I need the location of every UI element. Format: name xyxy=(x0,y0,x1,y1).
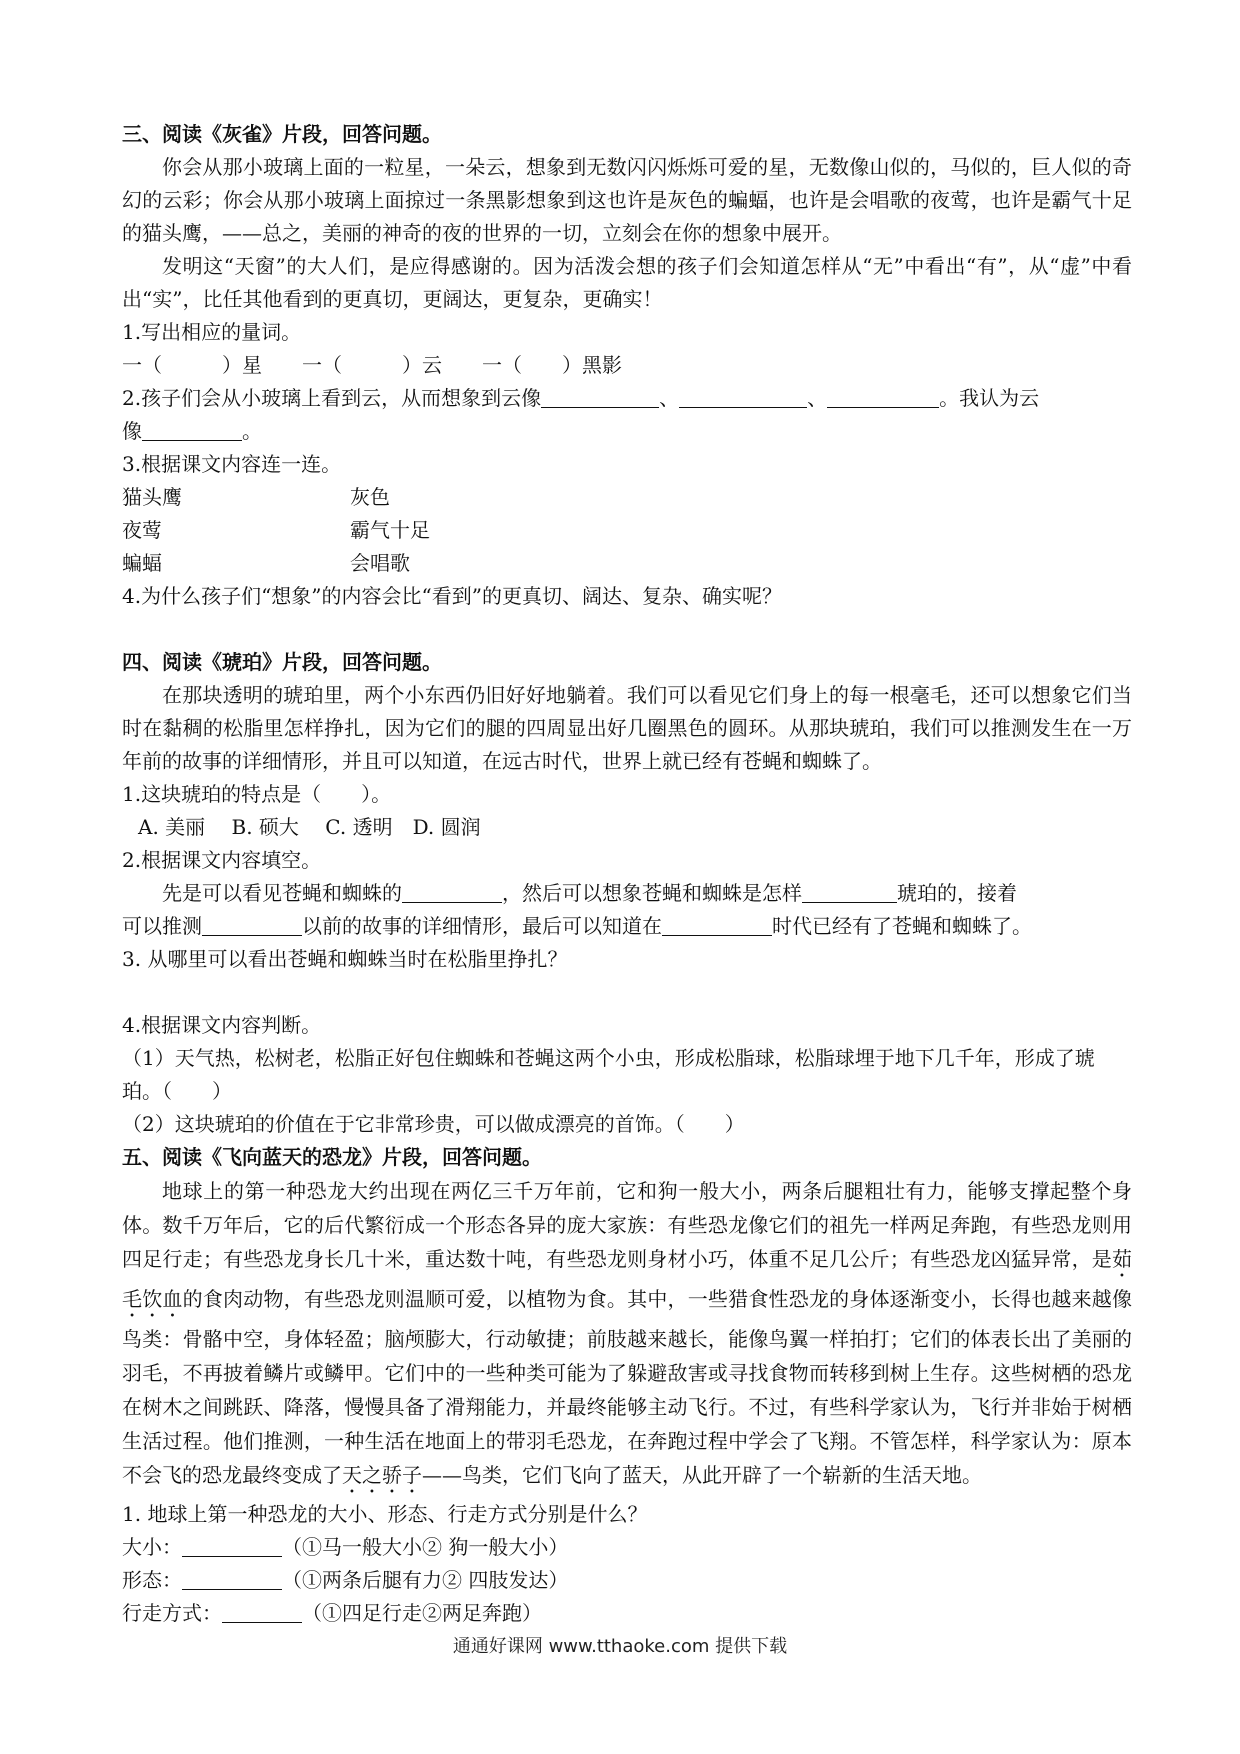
walk-label: 行走方式： xyxy=(122,1601,222,1625)
q2-text-d: 。 xyxy=(242,419,262,443)
q2-text-c: 像 xyxy=(122,419,142,443)
answer-blank[interactable] xyxy=(182,1533,282,1557)
section-3-paragraph-2: 发明这“天窗”的大人们，是应得感谢的。因为活泼会想的孩子们会知道怎样从“无”中看出“有”，从“虚”中看出“实”，比任其他看到的更真切，更阔达，更复杂，更确实！ xyxy=(122,254,1132,311)
match-left-item[interactable]: 蝙蝠 xyxy=(122,551,162,575)
emphasized-word: 天之骄子 xyxy=(342,1463,422,1487)
fill-text: 先是可以看见苍蝇和蜘蛛的 xyxy=(162,881,402,905)
section-4-heading: 四、阅读《琥珀》片段，回答问题。 xyxy=(122,650,442,674)
section-4-paragraph: 在那块透明的琥珀里，两个小东西仍旧好好地躺着。我们可以看见它们身上的每一根毫毛，还可以想象它们当时在黏稠的松脂里怎样挣扎，因为它们的腿的四周显出好几圈黑色的圆环。从那块琥珀，我们可以推测发生在一万年前的故事的详细情形，并且可以知道，在远古时代，世界上就已经有苍蝇和蜘蛛了。 xyxy=(122,683,1132,773)
form-label: 形态： xyxy=(122,1568,182,1592)
separator: 、 xyxy=(807,386,828,410)
size-label: 大小： xyxy=(122,1535,182,1559)
fill-text: 琥珀的，接着 xyxy=(897,881,1017,905)
section-4-fill-line-1 xyxy=(122,877,1132,910)
answer-blank[interactable] xyxy=(202,912,302,936)
match-row xyxy=(122,481,1132,514)
section-4-question-2: 2.根据课文内容填空。 xyxy=(122,848,322,872)
section-4-question-1: 1.这块琥珀的特点是（ ）。 xyxy=(122,782,392,806)
form-row xyxy=(122,1564,1132,1597)
section-5-paragraph xyxy=(122,1174,1132,1498)
match-right-item[interactable]: 会唱歌 xyxy=(350,551,410,575)
walk-row xyxy=(122,1597,1132,1630)
answer-blank[interactable] xyxy=(802,879,897,903)
section-4-question-3: 3. 从哪里可以看出苍蝇和蜘蛛当时在松脂里挣扎？ xyxy=(122,947,568,971)
section-3-question-2-cont xyxy=(122,415,1132,448)
match-right-item[interactable]: 霸气十足 xyxy=(350,518,430,542)
section-3-heading: 三、阅读《灰雀》片段，回答问题。 xyxy=(122,122,442,146)
section-5-question-1: 1. 地球上第一种恐龙的大小、形态、行走方式分别是什么？ xyxy=(122,1502,648,1526)
q2-text-b: 。我认为云 xyxy=(939,386,1040,410)
walk-options: （①四足行走②两足奔跑） xyxy=(302,1601,542,1625)
judge-item-1: （1）天气热，松树老，松脂正好包住蜘蛛和苍蝇这两个小虫，形成松脂球，松脂球埋于地下几千年，形成了琥珀。（ ） xyxy=(122,1046,1095,1103)
paragraph-text: 地球上的第一种恐龙大约出现在两亿三千万年前，它和狗一般大小，两条后腿粗壮有力，能够支撑起整个身体。数千万年后，它的后代繁衍成一个形态各异的庞大家族：有些恐龙像它们的祖先一样两足奔跑，有些恐龙则用四足行走；有些恐龙身长几十米，重达数十吨，有些恐龙则身材小巧，体重不足几公斤；有些恐龙凶猛异常，是 xyxy=(122,1179,1132,1271)
paragraph-text: 的食肉动物，有些恐龙则温顺可爱，以植物为食。其中，一些猎食性恐龙的身体逐渐变小，长得也越来越像鸟类：骨骼中空，身体轻盈；脑颅膨大，行动敏捷；前肢越来越长，能像鸟翼一样拍打；它们的体表长出了美丽的羽毛，不再披着鳞片或鳞甲。它们中的一些种类可能为了躲避敌害或寻找食物而转移到树上生存。这些树栖的恐龙在树木之间跳跃、降落，慢慢具备了滑翔能力，并最终能够主动飞行。不过，有些科学家认为，飞行并非始于树栖生活过程。他们推测，一种生活在地面上的带羽毛恐龙，在奔跑过程中学会了飞翔。不管怎样，科学家认为：原本不会飞的恐龙最终变成了 xyxy=(122,1287,1133,1487)
section-3-question-2 xyxy=(122,382,1132,415)
q2-text-a: 2.孩子们会从小玻璃上看到云，从而想象到云像 xyxy=(122,386,542,410)
answer-blank[interactable] xyxy=(827,384,939,408)
section-4-question-1-options: A. 美丽 B. 硕大 C. 透明 D. 圆润 xyxy=(138,815,481,839)
section-4-question-4: 4.根据课文内容判断。 xyxy=(122,1013,322,1037)
size-row xyxy=(122,1531,1132,1564)
answer-blank[interactable] xyxy=(541,384,659,408)
answer-blank[interactable] xyxy=(182,1566,282,1590)
section-3-question-4: 4.为什么孩子们“想象”的内容会比“看到”的更真切、阔达、复杂、确实呢？ xyxy=(122,584,782,608)
match-row xyxy=(122,514,1132,547)
section-3-question-3: 3.根据课文内容连一连。 xyxy=(122,452,342,476)
answer-blank[interactable] xyxy=(662,912,772,936)
section-3-question-1: 1.写出相应的量词。 xyxy=(122,320,302,344)
page-footer: 通通好课网 www.tthaoke.com 提供下载 xyxy=(452,1636,788,1657)
match-right-item[interactable]: 灰色 xyxy=(350,485,390,509)
paragraph-text: ——鸟类，它们飞向了蓝天，从此开辟了一个崭新的生活天地。 xyxy=(422,1463,982,1487)
judge-item-2: （2）这块琥珀的价值在于它非常珍贵，可以做成漂亮的首饰。（ ） xyxy=(122,1112,745,1136)
size-options: （①马一般大小② 狗一般大小） xyxy=(282,1535,569,1559)
emphasized-word: 茹毛饮血 xyxy=(122,1247,1132,1311)
answer-blank[interactable] xyxy=(142,417,242,441)
separator: 、 xyxy=(659,386,680,410)
section-3-paragraph-1: 你会从那小玻璃上面的一粒星，一朵云，想象到无数闪闪烁烁可爱的星，无数像山似的，马似的，巨人似的奇幻的云彩；你会从那小玻璃上面掠过一条黑影想象到这也许是灰色的蝙蝠，也许是会唱歌的夜莺，也许是霸气十足的猫头鹰，——总之，美丽的神奇的夜的世界的一切，立刻会在你的想象中展开。 xyxy=(122,155,1132,245)
fill-text: 以前的故事的详细情形，最后可以知道在 xyxy=(302,914,662,938)
fill-text: 可以推测 xyxy=(122,914,202,938)
match-row xyxy=(122,547,1132,580)
form-options: （①两条后腿有力② 四肢发达） xyxy=(282,1568,569,1592)
section-5-heading: 五、阅读《飞向蓝天的恐龙》片段，回答问题。 xyxy=(122,1145,542,1169)
answer-blank[interactable] xyxy=(402,879,502,903)
fill-text: ，然后可以想象苍蝇和蜘蛛是怎样 xyxy=(502,881,802,905)
match-left-item[interactable]: 夜莺 xyxy=(122,518,162,542)
fill-text: 时代已经有了苍蝇和蜘蛛了。 xyxy=(772,914,1032,938)
match-left-item[interactable]: 猫头鹰 xyxy=(122,485,182,509)
answer-blank[interactable] xyxy=(679,384,807,408)
section-4-fill-line-2 xyxy=(122,910,1132,943)
section-3-question-1-blanks: 一（ ）星 一（ ）云 一（ ）黑影 xyxy=(122,353,622,377)
answer-blank[interactable] xyxy=(222,1599,302,1623)
worksheet-page xyxy=(122,118,1132,1630)
